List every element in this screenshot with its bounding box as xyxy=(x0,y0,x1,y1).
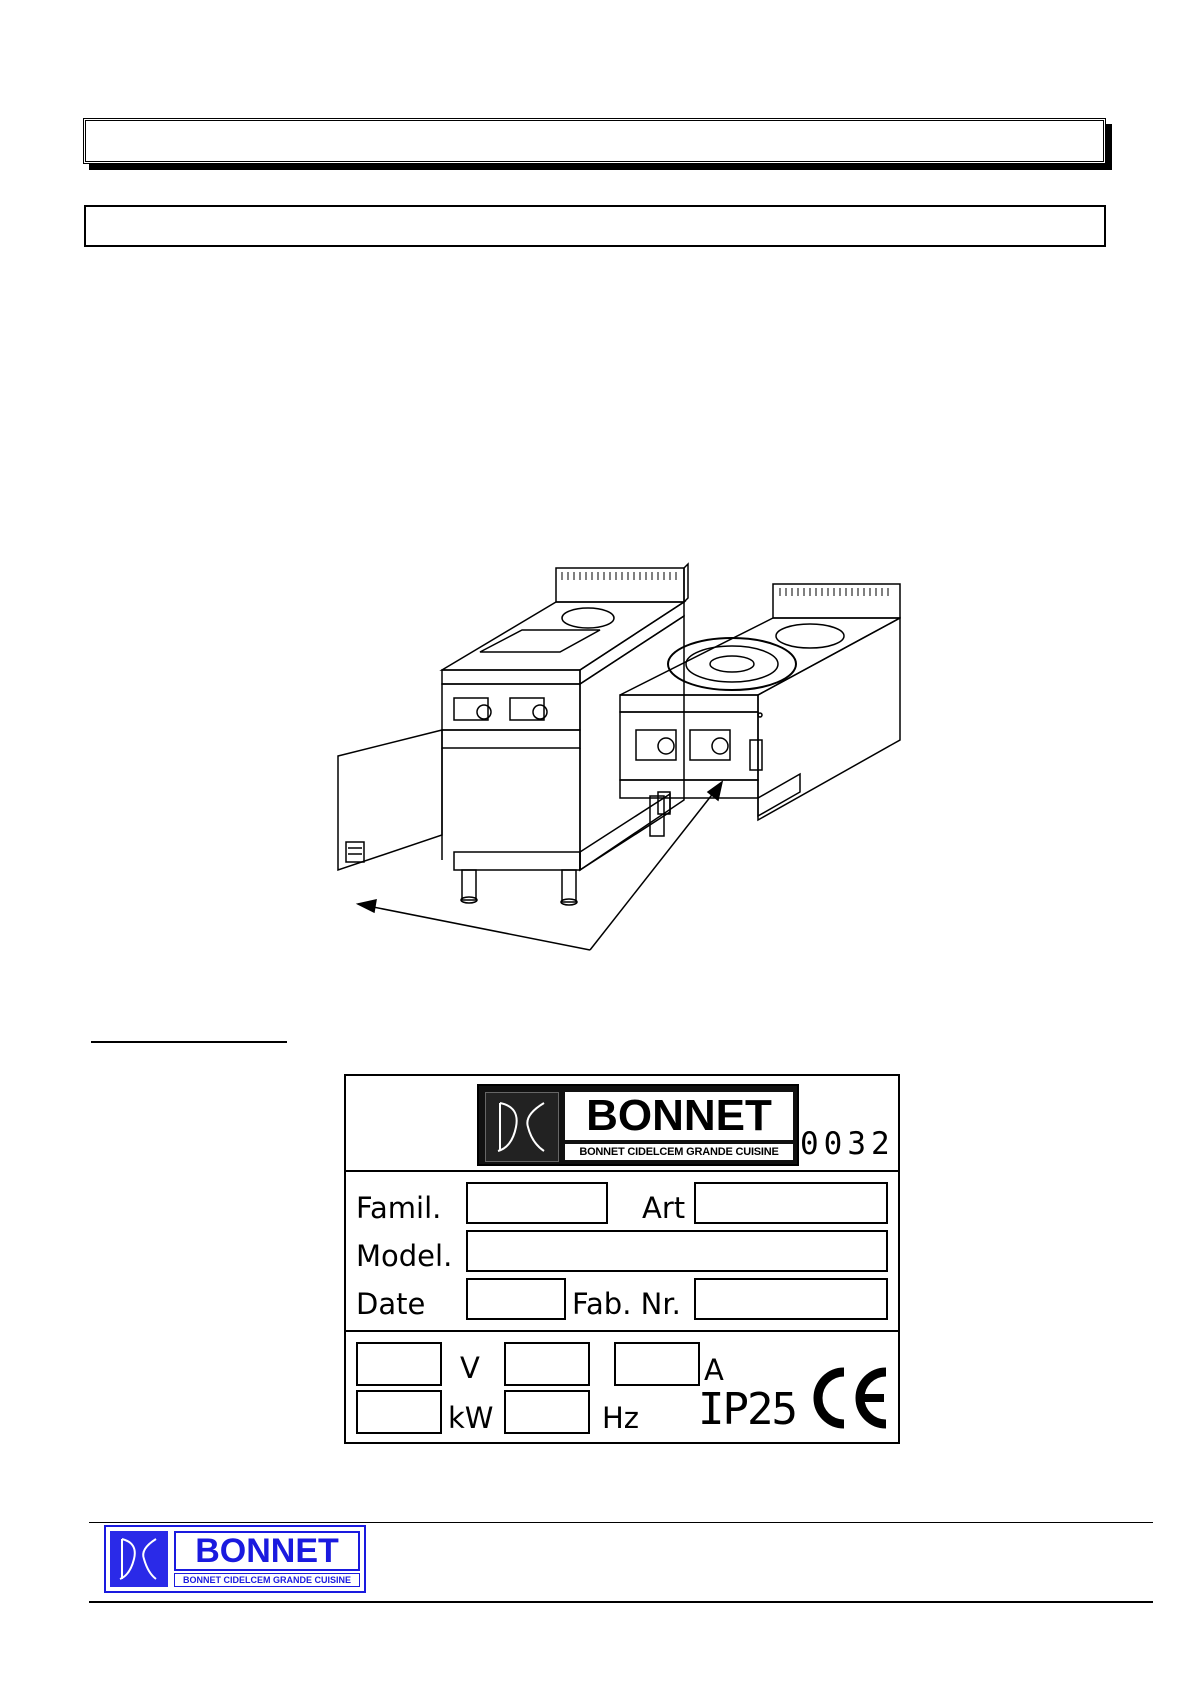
model-field xyxy=(466,1230,888,1272)
section-heading-underline xyxy=(91,1041,287,1043)
footer-bonnet-tagline: BONNET CIDELCEM GRANDE CUISINE xyxy=(174,1573,360,1587)
frequency-field xyxy=(504,1390,590,1434)
kw-label: kW xyxy=(448,1401,494,1435)
footer-bonnet-logo xyxy=(104,1525,366,1593)
hz-label: Hz xyxy=(602,1401,640,1435)
model-label: Model. xyxy=(356,1239,453,1273)
bonnet-wordmark: BONNET xyxy=(565,1092,793,1140)
plate-header-row xyxy=(346,1076,898,1172)
date-label: Date xyxy=(356,1287,426,1321)
article-field xyxy=(694,1182,888,1224)
ip-rating: IP25 xyxy=(698,1384,796,1435)
ce-mark-icon xyxy=(808,1364,892,1432)
callout-arrows xyxy=(358,782,722,950)
footer-bonnet-monogram-icon xyxy=(110,1531,168,1587)
footer-bonnet-wordmark: BONNET xyxy=(174,1531,360,1571)
article-label: Art xyxy=(642,1191,686,1225)
subtitle-box xyxy=(84,205,1106,247)
volt-label: V xyxy=(460,1351,480,1385)
title-box xyxy=(83,118,1106,164)
appliance-illustration xyxy=(330,560,910,960)
voltage-field xyxy=(356,1342,442,1386)
rating-plate xyxy=(344,1074,900,1444)
family-label: Famil. xyxy=(356,1191,442,1225)
current-field xyxy=(614,1342,700,1386)
bonnet-monogram-icon xyxy=(485,1092,559,1162)
footer-top-rule xyxy=(89,1522,1153,1523)
footer-bottom-rule xyxy=(89,1601,1153,1603)
serial-label: Fab. Nr. xyxy=(572,1287,681,1321)
amp-label: A xyxy=(704,1353,724,1387)
right-unit-drawing xyxy=(620,584,900,836)
date-field xyxy=(466,1278,566,1320)
serial-field xyxy=(694,1278,888,1320)
power-field xyxy=(356,1390,442,1434)
notified-body-number: 0032 xyxy=(800,1126,895,1162)
bonnet-tagline: BONNET CIDELCEM GRANDE CUISINE xyxy=(565,1144,793,1160)
voltage-field-2 xyxy=(504,1342,590,1386)
bonnet-logo xyxy=(477,1084,799,1166)
plate-electrical-row xyxy=(346,1332,898,1442)
plate-identification-row xyxy=(346,1172,898,1332)
family-field xyxy=(466,1182,608,1224)
